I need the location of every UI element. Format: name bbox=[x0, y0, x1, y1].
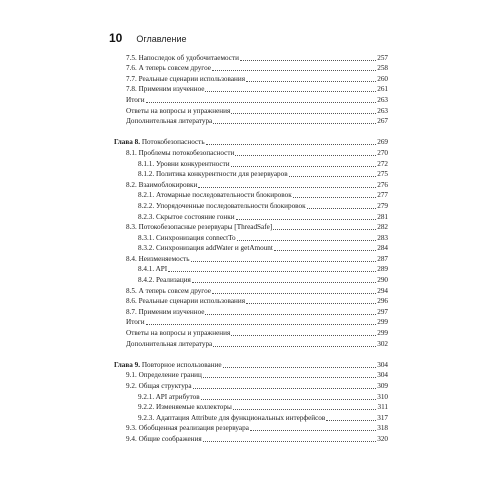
toc-entry-text: Повторное использование bbox=[140, 360, 222, 369]
toc-entry[interactable] bbox=[114, 264, 388, 275]
toc-entry-title bbox=[138, 243, 273, 253]
toc-page-number: 267 bbox=[377, 117, 388, 126]
dot-leader bbox=[233, 409, 377, 410]
toc-entry-title bbox=[114, 137, 205, 147]
toc-entry-title bbox=[126, 53, 239, 63]
toc-entry[interactable] bbox=[114, 63, 388, 74]
toc-entry[interactable] bbox=[114, 402, 388, 413]
toc-page-number: 282 bbox=[377, 223, 388, 232]
toc-page-number: 287 bbox=[377, 254, 388, 263]
toc-entry[interactable] bbox=[114, 179, 388, 190]
toc-entry-title bbox=[126, 180, 197, 190]
toc-entry[interactable] bbox=[114, 105, 388, 116]
chapter-label: Глава 9. bbox=[114, 360, 141, 369]
dot-leader bbox=[246, 81, 376, 82]
toc-entry-title bbox=[138, 264, 167, 274]
toc-entry-text: 9.2.2. Изменяемые коллекторы bbox=[138, 403, 232, 412]
toc-page-number: 272 bbox=[377, 159, 388, 168]
toc-entry[interactable] bbox=[114, 423, 388, 434]
toc-gap bbox=[114, 126, 388, 137]
running-title: Оглавление bbox=[136, 34, 187, 44]
toc-page-number: 269 bbox=[377, 138, 388, 147]
toc-page-number: 290 bbox=[377, 276, 388, 285]
toc-entry-text: 9.2.1. API атрибутов bbox=[138, 392, 200, 401]
toc-entry[interactable] bbox=[114, 370, 388, 381]
toc-page-number: 284 bbox=[377, 244, 388, 253]
toc-entry-text: 8.6. Реальные сценарии использования bbox=[126, 297, 246, 306]
dot-leader bbox=[231, 113, 376, 114]
toc-entry-text: Итоги bbox=[126, 318, 145, 327]
toc-entry[interactable] bbox=[114, 433, 388, 444]
dot-leader bbox=[237, 240, 377, 241]
toc-page-number: 261 bbox=[377, 85, 388, 94]
toc-entry[interactable] bbox=[114, 327, 388, 338]
dot-leader bbox=[212, 70, 376, 71]
toc-entry-title bbox=[138, 190, 292, 200]
dot-leader bbox=[203, 441, 377, 442]
toc-entry-text: Дополнительная литература bbox=[126, 339, 213, 348]
dot-leader bbox=[146, 324, 377, 325]
toc-entry-text: Потокобезопасность bbox=[140, 138, 205, 147]
dot-leader bbox=[250, 430, 376, 431]
toc-page-number: 311 bbox=[377, 403, 388, 412]
toc-entry-title bbox=[126, 63, 211, 73]
dot-leader bbox=[213, 123, 376, 124]
toc-entry-text: 9.2. Общая структура bbox=[126, 382, 192, 390]
toc-entry-text: 8.5. А теперь совсем другое bbox=[126, 286, 211, 295]
toc-entry[interactable] bbox=[114, 200, 388, 211]
toc-entry-text: Ответы на вопросы и упражнения bbox=[126, 106, 231, 115]
dot-leader bbox=[201, 399, 377, 400]
toc-entry[interactable] bbox=[114, 412, 388, 423]
toc-page-number: 257 bbox=[377, 53, 388, 62]
toc-entry[interactable] bbox=[114, 211, 388, 222]
dot-leader bbox=[307, 208, 377, 209]
toc-entry-title bbox=[138, 169, 288, 179]
toc-entry-title bbox=[126, 222, 272, 232]
toc-entry-text: 8.3. Потокобезопасные резервуары [ThreadSafe] bbox=[126, 223, 273, 232]
toc-page-number: 281 bbox=[377, 212, 388, 221]
toc-entry-text: Ответы на вопросы и упражнения bbox=[126, 329, 231, 338]
toc-page-number: 317 bbox=[377, 413, 388, 422]
toc-entry-title bbox=[126, 286, 211, 296]
toc-entry[interactable] bbox=[114, 116, 388, 127]
dot-leader bbox=[191, 261, 377, 262]
toc-entry-text: Итоги bbox=[126, 95, 145, 104]
dot-leader bbox=[273, 229, 376, 230]
toc-page-number: 302 bbox=[377, 339, 388, 348]
dot-leader bbox=[146, 102, 377, 103]
toc-page-number: 289 bbox=[377, 265, 388, 274]
dot-leader bbox=[192, 282, 376, 283]
toc-entry-text: 8.4.2. Реализация bbox=[138, 276, 191, 285]
toc-page-number: 299 bbox=[377, 318, 388, 327]
toc-page-number: 279 bbox=[377, 201, 388, 210]
toc-entry-text: 7.7. Реальные сценарии использования bbox=[126, 74, 246, 83]
toc-page-number: 276 bbox=[377, 180, 388, 189]
dot-leader bbox=[274, 250, 376, 251]
toc-entry[interactable] bbox=[114, 380, 388, 391]
toc-entry-text: 9.3. Обобщенная реализация резервуара bbox=[126, 424, 249, 433]
toc-page-number: 310 bbox=[377, 392, 388, 401]
toc-page-number: 296 bbox=[377, 297, 388, 306]
toc-entry-title bbox=[138, 212, 235, 222]
toc-entry-title bbox=[126, 296, 245, 306]
toc-entry-title bbox=[126, 307, 204, 317]
toc-entry-title bbox=[126, 148, 234, 158]
toc-entry-text: 7.6. А теперь совсем другое bbox=[126, 64, 211, 73]
dot-leader bbox=[236, 219, 377, 220]
toc-entry-title bbox=[126, 74, 245, 84]
page-header bbox=[109, 31, 187, 47]
dot-leader bbox=[240, 60, 376, 61]
toc-entry-text: 8.4.1. API bbox=[138, 265, 168, 274]
toc-entry-text: 8.2.3. Скрытое состояние гонки bbox=[138, 212, 235, 221]
toc-entry-text: 8.1.2. Политика конкурентности для резервуаров bbox=[138, 170, 288, 179]
toc-entry[interactable] bbox=[114, 285, 388, 296]
dot-leader bbox=[235, 155, 376, 156]
toc-entry[interactable] bbox=[114, 391, 388, 402]
toc-entry-text: 8.3.1. Синхронизация connectTo bbox=[138, 233, 236, 242]
toc-entry-title bbox=[126, 317, 145, 327]
toc-entry-title bbox=[138, 275, 191, 285]
toc-entry[interactable] bbox=[114, 317, 388, 328]
toc-entry-title bbox=[138, 392, 200, 402]
toc-entry[interactable] bbox=[114, 94, 388, 105]
toc-entry[interactable] bbox=[114, 253, 388, 264]
toc-entry-title bbox=[138, 201, 306, 211]
toc-page-number: 309 bbox=[377, 382, 388, 390]
toc-page-number: 318 bbox=[377, 424, 388, 433]
toc-entry[interactable] bbox=[114, 147, 388, 158]
toc-gap bbox=[114, 349, 388, 360]
toc-entry-text: 8.4. Неизменяемость bbox=[126, 254, 190, 263]
dot-leader bbox=[231, 166, 377, 167]
toc-entry-text: 8.3.2. Синхронизация addWater и getAmount bbox=[138, 244, 273, 253]
dot-leader bbox=[198, 187, 376, 188]
table-of-contents bbox=[114, 52, 388, 444]
toc-entry-title bbox=[126, 106, 230, 116]
toc-page-number: 320 bbox=[377, 434, 388, 443]
toc-entry-text: 9.1. Определение границ bbox=[126, 371, 202, 380]
toc-entry-title bbox=[126, 339, 212, 349]
dot-leader bbox=[193, 388, 377, 389]
toc-entry[interactable] bbox=[114, 190, 388, 201]
toc-entry-title bbox=[138, 413, 325, 423]
toc-entry-title bbox=[126, 381, 192, 391]
toc-entry-title bbox=[138, 233, 236, 243]
toc-page-number: 260 bbox=[377, 74, 388, 83]
toc-entry-text: 8.1. Проблемы потокобезопасности bbox=[126, 148, 235, 157]
dot-leader bbox=[213, 346, 376, 347]
toc-entry-text: 9.2.3. Адаптация Attribute для функциональных интерфейсов bbox=[138, 413, 326, 422]
toc-page-number: 304 bbox=[377, 371, 388, 380]
toc-entry-text: 9.4. Общие соображения bbox=[126, 434, 202, 443]
toc-page-number: 283 bbox=[377, 233, 388, 242]
toc-entry[interactable] bbox=[114, 232, 388, 243]
dot-leader bbox=[205, 314, 376, 315]
toc-entry-text: 7.8. Применим изученное bbox=[126, 85, 205, 94]
toc-page-number: 277 bbox=[377, 191, 388, 200]
toc-chapter-entry[interactable] bbox=[114, 137, 388, 148]
dot-leader bbox=[205, 91, 376, 92]
toc-entry-text: Дополнительная литература bbox=[126, 117, 213, 126]
toc-page-number: 294 bbox=[377, 286, 388, 295]
toc-entry-title bbox=[126, 328, 230, 338]
page-number: 10 bbox=[109, 31, 123, 45]
toc-entry-text: 8.2. Взаимоблокировки bbox=[126, 180, 198, 189]
toc-entry[interactable] bbox=[114, 296, 388, 307]
toc-page-number: 263 bbox=[377, 106, 388, 115]
dot-leader bbox=[289, 176, 377, 177]
toc-entry-text: 8.2.2. Упорядоченные последовательности блокировок bbox=[138, 201, 306, 210]
toc-entry-title bbox=[126, 423, 249, 433]
dot-leader bbox=[203, 377, 376, 378]
toc-entry-text: 7.5. Напоследок об удобочитаемости bbox=[126, 53, 239, 62]
dot-leader bbox=[168, 271, 376, 272]
toc-entry[interactable] bbox=[114, 169, 388, 180]
toc-entry-title bbox=[126, 434, 202, 444]
toc-entry[interactable] bbox=[114, 84, 388, 95]
toc-entry[interactable] bbox=[114, 306, 388, 317]
toc-page-number: 275 bbox=[377, 170, 388, 179]
toc-entry-title bbox=[114, 360, 222, 370]
dot-leader bbox=[206, 144, 377, 145]
toc-entry-text: 8.2.1. Атомарные последовательности блокировок bbox=[138, 191, 292, 200]
dot-leader bbox=[212, 293, 376, 294]
toc-page-number: 270 bbox=[377, 148, 388, 157]
toc-entry-title bbox=[138, 402, 232, 412]
toc-entry[interactable] bbox=[114, 243, 388, 254]
dot-leader bbox=[223, 367, 377, 368]
toc-entry-title bbox=[126, 116, 212, 126]
toc-chapter-entry[interactable] bbox=[114, 359, 388, 370]
toc-entry-text: 8.7. Применим изученное bbox=[126, 307, 205, 316]
toc-entry-title bbox=[138, 159, 230, 169]
toc-entry[interactable] bbox=[114, 52, 388, 63]
toc-page-number: 297 bbox=[377, 307, 388, 316]
toc-page-number: 299 bbox=[377, 329, 388, 338]
dot-leader bbox=[293, 197, 377, 198]
toc-entry-title bbox=[126, 254, 190, 264]
chapter-label: Глава 8. bbox=[114, 138, 141, 147]
toc-entry[interactable] bbox=[114, 73, 388, 84]
toc-entry[interactable] bbox=[114, 158, 388, 169]
toc-entry[interactable] bbox=[114, 274, 388, 285]
toc-entry[interactable] bbox=[114, 338, 388, 349]
toc-entry[interactable] bbox=[114, 222, 388, 233]
dot-leader bbox=[326, 420, 376, 421]
dot-leader bbox=[246, 303, 376, 304]
dot-leader bbox=[231, 335, 376, 336]
toc-page-number: 304 bbox=[377, 360, 388, 369]
toc-entry-title bbox=[126, 370, 202, 380]
toc-entry-text: 8.1.1. Уровни конкурентности bbox=[138, 159, 230, 168]
toc-page-number: 263 bbox=[377, 95, 388, 104]
toc-page-number: 258 bbox=[377, 64, 388, 73]
toc-entry-title bbox=[126, 95, 145, 105]
toc-entry-title bbox=[126, 84, 204, 94]
